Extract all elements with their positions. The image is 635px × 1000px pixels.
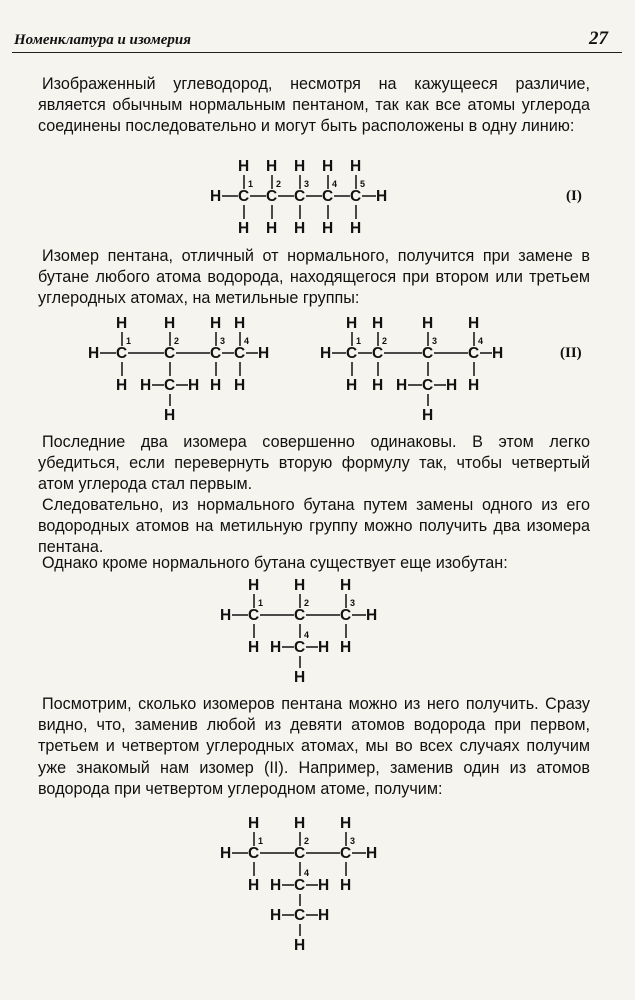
carbon-number: 4 bbox=[332, 179, 338, 189]
paragraph-4: Следовательно, из нормального бутана путем замены одного из его водородных атомов на метильную группу можно получить два изомера пентана. bbox=[38, 496, 590, 557]
hydrogen-atom: H bbox=[238, 220, 250, 237]
paragraph-3: Последние два изомера совершенно одинаковы. В этом легко убедиться, если перевернуть вторую формулу так, чтобы четвертый атом углерода стал первым. bbox=[38, 433, 590, 494]
carbon-number: 3 bbox=[350, 598, 356, 608]
hydrogen-atom: H bbox=[116, 377, 128, 394]
hydrogen-atom: H bbox=[220, 607, 232, 624]
hydrogen-atom: H bbox=[164, 315, 176, 332]
page-number: 27 bbox=[589, 28, 608, 49]
carbon-number: 2 bbox=[174, 336, 180, 346]
hydrogen-atom: H bbox=[210, 188, 222, 205]
running-title: Номенклатура и изомерия bbox=[14, 32, 191, 48]
paragraph-2: Изомер пентана, отличный от нормального, получится при замене в бутане любого атома водорода, находящегося при втором или третьем углеродных атомах, на метильные группы: bbox=[38, 247, 590, 308]
hydrogen-atom: H bbox=[294, 158, 306, 175]
carbon-number: 3 bbox=[304, 179, 310, 189]
carbon-atom: C bbox=[468, 345, 480, 362]
formula-label-2: (II) bbox=[560, 345, 582, 361]
carbon-number: 3 bbox=[350, 836, 356, 846]
hydrogen-atom: H bbox=[238, 158, 250, 175]
hydrogen-atom: H bbox=[340, 877, 352, 894]
hydrogen-atom: H bbox=[294, 220, 306, 237]
formula-label-1: (I) bbox=[566, 188, 582, 204]
formula-isopentane-a bbox=[84, 312, 284, 424]
carbon-atom: C bbox=[372, 345, 384, 362]
carbon-atom: C bbox=[294, 639, 306, 656]
hydrogen-atom: H bbox=[366, 607, 378, 624]
pentane-bottom-bonds bbox=[244, 205, 356, 219]
hydrogen-atom: H bbox=[340, 815, 352, 832]
carbon-atom: C bbox=[294, 607, 306, 624]
hydrogen-atom: H bbox=[234, 315, 246, 332]
formula-pentane bbox=[200, 155, 430, 245]
hydrogen-atom: H bbox=[492, 345, 504, 362]
carbon-atom: C bbox=[238, 188, 250, 205]
carbon-number: 2 bbox=[276, 179, 282, 189]
pentane-top-hydrogens bbox=[238, 158, 361, 175]
hydrogen-atom: H bbox=[270, 877, 282, 894]
carbon-atom: C bbox=[422, 377, 434, 394]
formula-isopentane-b bbox=[318, 312, 518, 424]
pentane-main-chain bbox=[210, 188, 387, 205]
carbon-atom: C bbox=[340, 845, 352, 862]
carbon-atom: C bbox=[346, 345, 358, 362]
carbon-number: 4 bbox=[478, 336, 484, 346]
hydrogen-atom: H bbox=[248, 577, 260, 594]
hydrogen-atom: H bbox=[270, 907, 282, 924]
hydrogen-atom: H bbox=[446, 377, 458, 394]
hydrogen-atom: H bbox=[294, 669, 306, 686]
hydrogen-atom: H bbox=[366, 845, 378, 862]
hydrogen-atom: H bbox=[294, 577, 306, 594]
carbon-number: 4 bbox=[304, 868, 310, 878]
carbon-number: 1 bbox=[248, 179, 254, 189]
hydrogen-atom: H bbox=[318, 639, 330, 656]
hydrogen-atom: H bbox=[350, 220, 362, 237]
carbon-number: 3 bbox=[432, 336, 438, 346]
hydrogen-atom: H bbox=[396, 377, 408, 394]
hydrogen-atom: H bbox=[116, 315, 128, 332]
carbon-atom: C bbox=[340, 607, 352, 624]
hydrogen-atom: H bbox=[372, 315, 384, 332]
formula-isobutane bbox=[212, 574, 392, 686]
hydrogen-atom: H bbox=[340, 639, 352, 656]
paragraph-6: Посмотрим, сколько изомеров пентана можно из него получить. Сразу видно, что, заменив любой из девяти атомов водорода при первом, третьем и четвертом углеродных атомах, мы во всех случаях получим уже знакомый нам изомер (II). Например, заменив один из атомов водорода при четвертом углеродном атоме, получим: bbox=[38, 695, 590, 798]
paragraph-5: Однако кроме нормального бутана существует еще изобутан: bbox=[42, 554, 508, 572]
carbon-number: 2 bbox=[304, 598, 310, 608]
carbon-atom: C bbox=[210, 345, 222, 362]
hydrogen-atom: H bbox=[220, 845, 232, 862]
hydrogen-atom: H bbox=[266, 158, 278, 175]
carbon-atom: C bbox=[248, 607, 260, 624]
hydrogen-atom: H bbox=[322, 220, 334, 237]
hydrogen-atom: H bbox=[164, 407, 176, 424]
carbon-atom: C bbox=[164, 377, 176, 394]
hydrogen-atom: H bbox=[340, 577, 352, 594]
carbon-number: 2 bbox=[304, 836, 310, 846]
hydrogen-atom: H bbox=[88, 345, 100, 362]
hydrogen-atom: H bbox=[320, 345, 332, 362]
hydrogen-atom: H bbox=[140, 377, 152, 394]
formula-isopentane-from-isobutane bbox=[212, 812, 392, 960]
hydrogen-atom: H bbox=[468, 315, 480, 332]
hydrogen-atom: H bbox=[210, 377, 222, 394]
paragraph-1: Изображенный углеводород, несмотря на кажущееся различие, является обычным нормальным пентаном, так как все атомы углерода соединены последовательно и могут быть расположены в одну линию: bbox=[38, 75, 590, 136]
hydrogen-atom: H bbox=[210, 315, 222, 332]
carbon-number: 1 bbox=[356, 336, 362, 346]
carbon-atom: C bbox=[294, 188, 306, 205]
carbon-atom: C bbox=[422, 345, 434, 362]
carbon-number: 1 bbox=[258, 598, 264, 608]
carbon-atom: C bbox=[322, 188, 334, 205]
carbon-atom: C bbox=[294, 907, 306, 924]
hydrogen-atom: H bbox=[318, 877, 330, 894]
hydrogen-atom: H bbox=[248, 639, 260, 656]
hydrogen-atom: H bbox=[258, 345, 270, 362]
hydrogen-atom: H bbox=[318, 907, 330, 924]
carbon-number: 3 bbox=[220, 336, 226, 346]
pentane-bottom-hydrogens bbox=[238, 220, 361, 237]
carbon-atom: C bbox=[294, 877, 306, 894]
hydrogen-atom: H bbox=[188, 377, 200, 394]
carbon-atom: C bbox=[248, 845, 260, 862]
carbon-number: 1 bbox=[126, 336, 132, 346]
page-header bbox=[12, 30, 622, 53]
hydrogen-atom: H bbox=[248, 877, 260, 894]
hydrogen-atom: H bbox=[346, 315, 358, 332]
carbon-number: 2 bbox=[382, 336, 388, 346]
hydrogen-atom: H bbox=[266, 220, 278, 237]
carbon-number: 4 bbox=[304, 630, 310, 640]
hydrogen-atom: H bbox=[234, 377, 246, 394]
hydrogen-atom: H bbox=[346, 377, 358, 394]
carbon-number: 1 bbox=[258, 836, 264, 846]
hydrogen-atom: H bbox=[270, 639, 282, 656]
carbon-atom: C bbox=[116, 345, 128, 362]
hydrogen-atom: H bbox=[294, 815, 306, 832]
carbon-atom: C bbox=[266, 188, 278, 205]
hydrogen-atom: H bbox=[248, 815, 260, 832]
hydrogen-atom: H bbox=[322, 158, 334, 175]
carbon-number: 4 bbox=[244, 336, 250, 346]
carbon-atom: C bbox=[164, 345, 176, 362]
pentane-top-bonds bbox=[244, 175, 356, 189]
hydrogen-atom: H bbox=[422, 407, 434, 424]
carbon-atom: C bbox=[234, 345, 246, 362]
hydrogen-atom: H bbox=[372, 377, 384, 394]
hydrogen-atom: H bbox=[294, 937, 306, 954]
hydrogen-atom: H bbox=[376, 188, 388, 205]
carbon-atom: C bbox=[294, 845, 306, 862]
hydrogen-atom: H bbox=[350, 158, 362, 175]
hydrogen-atom: H bbox=[468, 377, 480, 394]
hydrogen-atom: H bbox=[422, 315, 434, 332]
carbon-atom: C bbox=[350, 188, 362, 205]
carbon-number: 5 bbox=[360, 179, 366, 189]
